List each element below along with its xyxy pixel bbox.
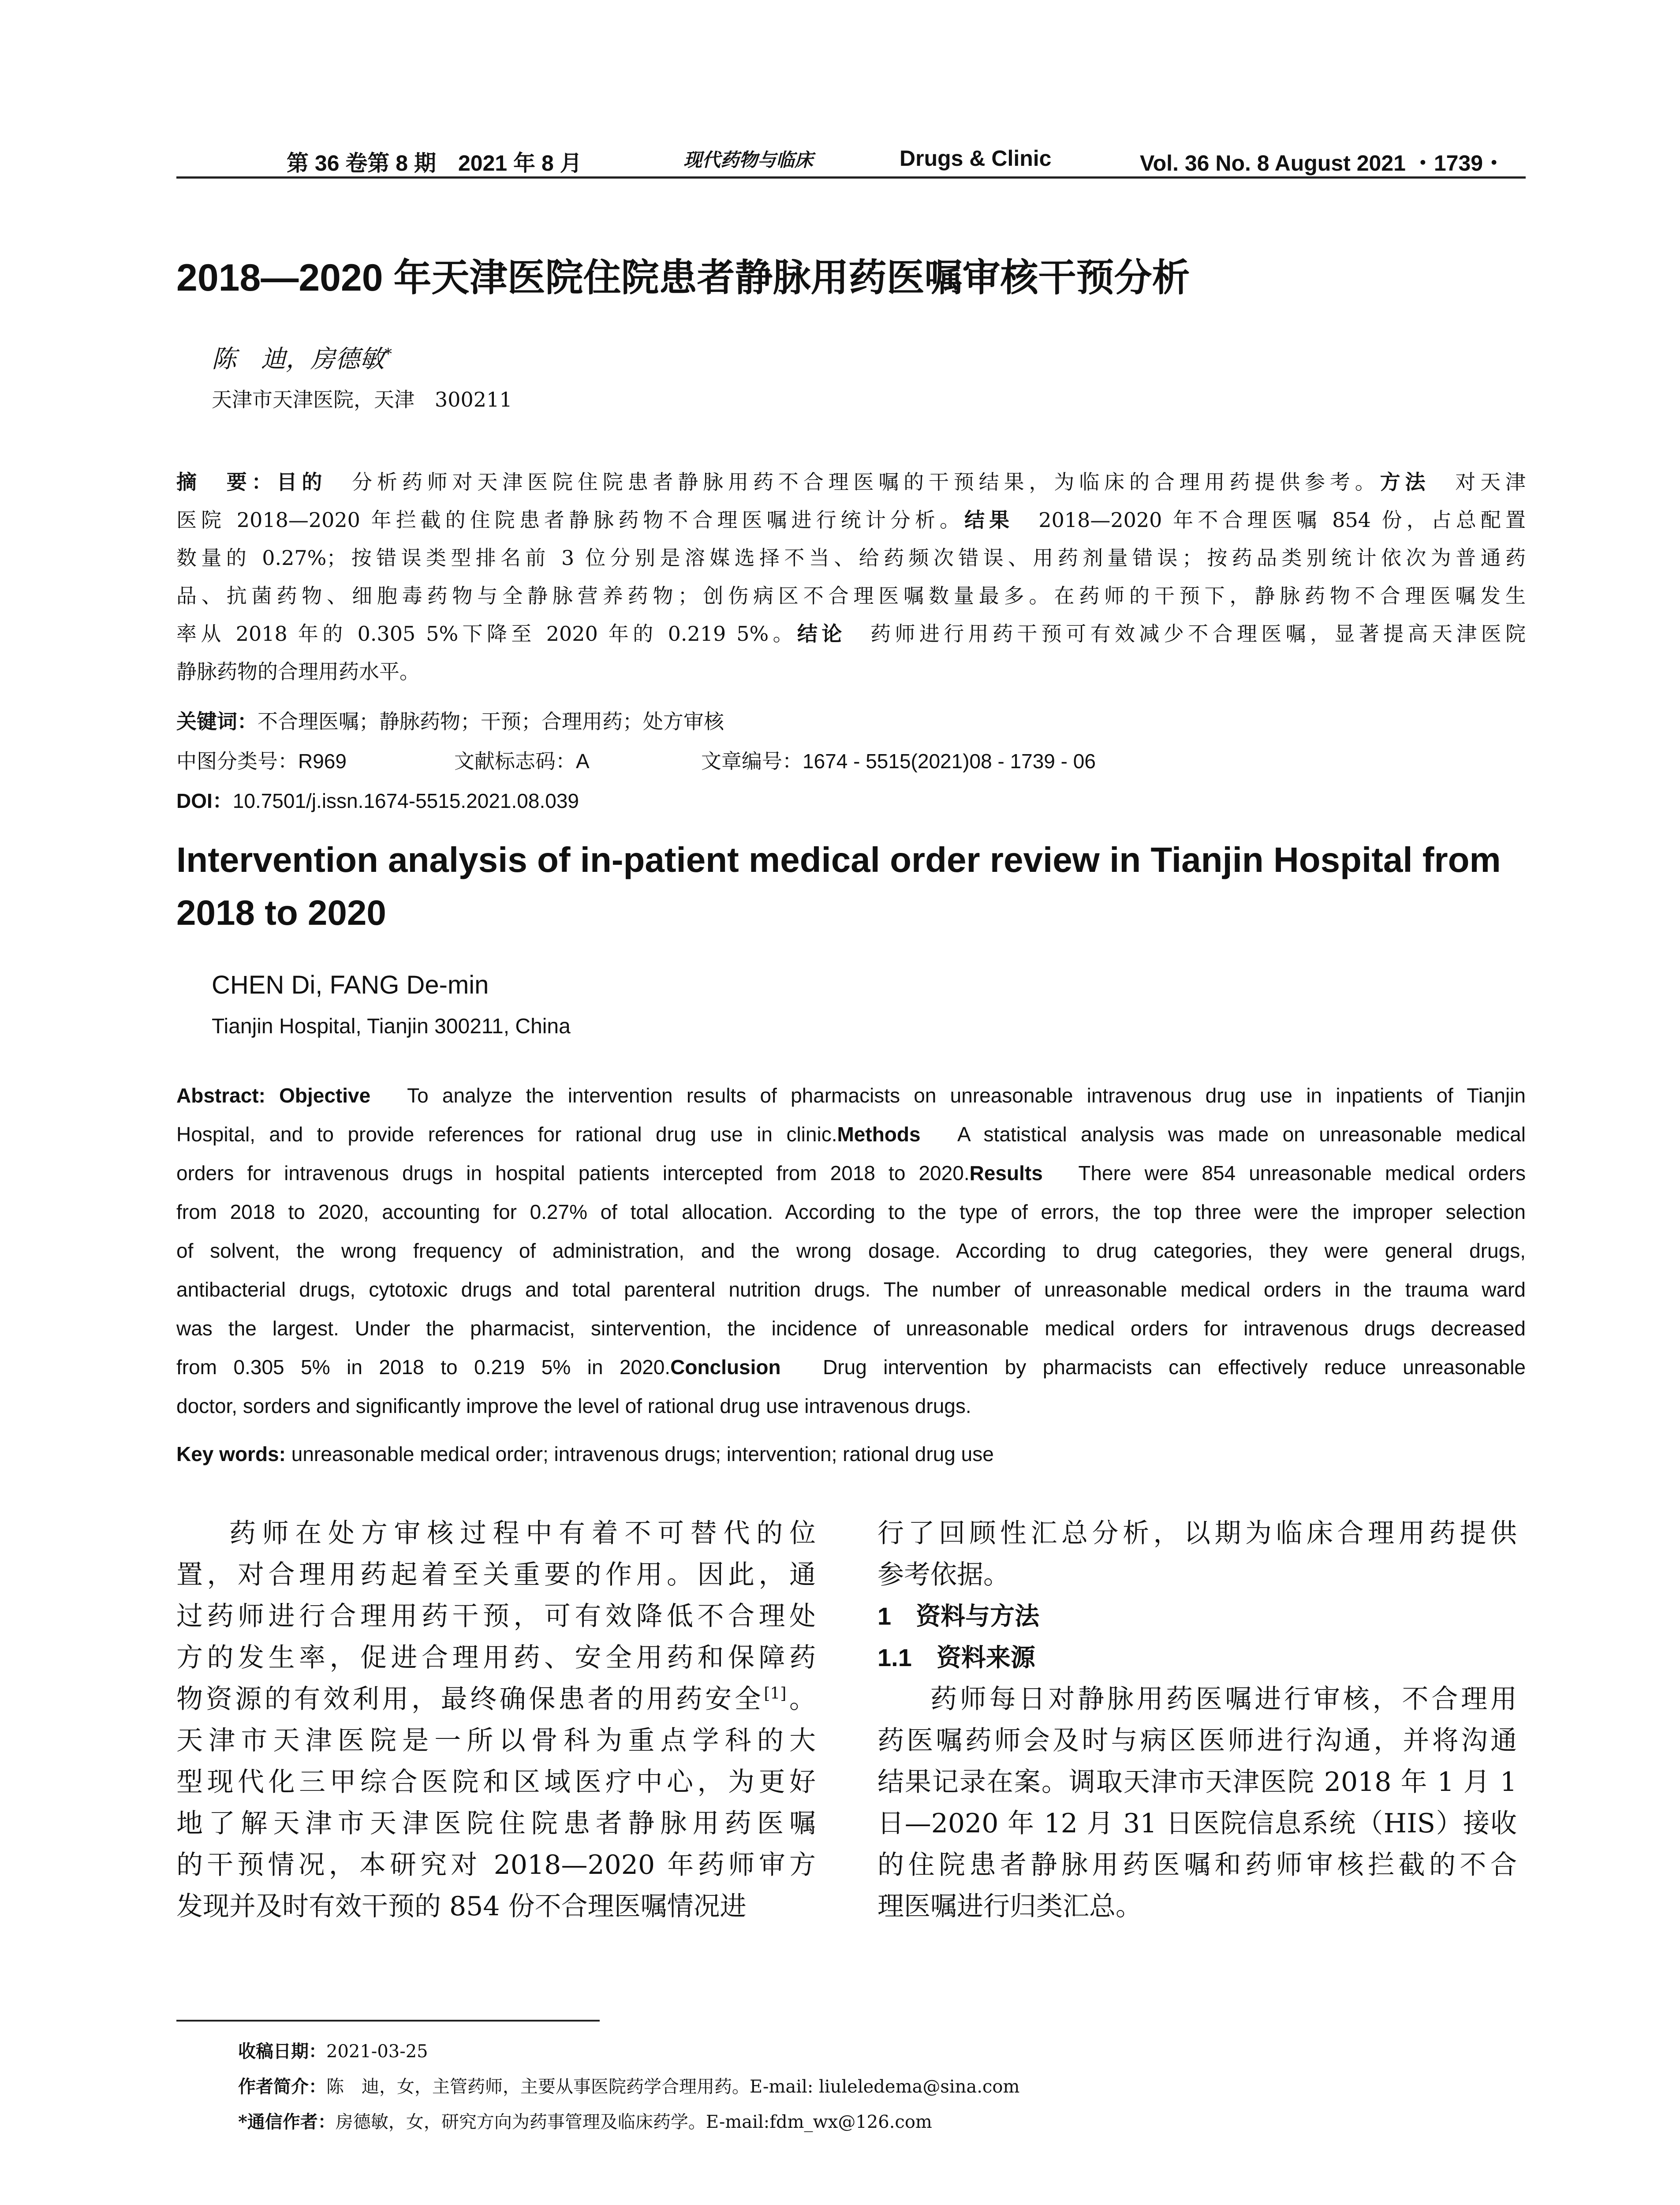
body-line	[176, 1678, 816, 1720]
footnote-received	[238, 2037, 428, 2063]
body-line: 结果记录在案。调取天津市天津医院 2018 年 1 月 1	[877, 1767, 1517, 1798]
body-line	[176, 1886, 816, 1927]
body-line: 行了回顾性汇总分析，以期为临床合理用药提供	[877, 1518, 1517, 1549]
title-en: Intervention analysis of in-patient medical order review in Tianjin Hospital from 2018 to 2020	[176, 840, 1501, 932]
body-line: 药医嘱药师会及时与病区医师进行沟通，并将沟通	[877, 1725, 1517, 1756]
abstract-text: orders for intravenous drugs in hospital patients intercepted from 2018 to 2020.	[176, 1162, 970, 1185]
header-volume-cn: 第 36 卷第 8 期 2021 年 8 月	[287, 151, 582, 176]
keywords-cn-text: 不合理医嘱；静脉药物；干预；合理用药；处方审核	[258, 710, 724, 733]
corresponding-info: 房德敏，女，研究方向为药事管理及临床药学。E-mail:fdm_wx@126.com	[335, 2112, 932, 2132]
affiliation-cn: 天津市天津医院，天津 300211	[212, 388, 512, 411]
running-header	[176, 141, 1526, 181]
body-line	[176, 1844, 816, 1886]
body-line	[176, 1596, 816, 1637]
abstract-line	[176, 653, 1526, 691]
title-cn: 2018—2020 年天津医院住院患者静脉用药医嘱审核干预分析	[176, 257, 1190, 299]
body-text: 方的发生率，促进合理用药、安全用药和保障药	[176, 1642, 816, 1673]
footnote-author	[238, 2073, 1019, 2098]
body-text: 置，对合理用药起着至关重要的作用。因此，通	[176, 1559, 816, 1590]
body-text: 。	[786, 1684, 816, 1715]
body-line	[176, 1554, 816, 1596]
clc-number: 中图分类号：R969	[176, 750, 347, 773]
abstract-label: 摘 要：目的	[176, 471, 327, 493]
abstract-line	[176, 615, 1526, 653]
classification-line	[176, 745, 1526, 781]
abstract-text: 药师进行用药干预可有效减少不合理医嘱，显著提高天津医院	[846, 622, 1526, 646]
abstract-line	[176, 1115, 1526, 1154]
abstract-text: 静脉药物的合理用药水平。	[176, 660, 420, 684]
abstract-text: 分析药师对天津医院住院患者静脉用药不合理医嘱的干预结果，为临床的合理用药提供参考。	[327, 470, 1380, 494]
corresponding-label: *通信作者：	[238, 2112, 336, 2132]
abstract-line	[176, 577, 1526, 615]
body-text: 过药师进行合理用药干预，可有效降低不合理处	[176, 1601, 816, 1632]
abstract-text: was the largest. Under the pharmacist, sintervention, the incidence of unreasonable medical orders for intravenous drugs decreased	[176, 1317, 1526, 1340]
header-journal-cn: 现代药物与临床	[683, 149, 814, 171]
abstract-line	[176, 463, 1526, 501]
abstract-text: 对天津	[1430, 470, 1526, 494]
abstract-text: A statistical analysis was made on unreasonable medical	[920, 1123, 1526, 1146]
subsection-heading: 1.1 资料来源	[877, 1644, 1035, 1671]
abstract-line	[176, 1231, 1526, 1270]
abstract-line	[176, 1076, 1526, 1115]
abstract-text: To analyze the intervention results of pharmacists on unreasonable intravenous drug use in inpatients of Tianjin	[370, 1084, 1526, 1107]
authors-en: CHEN Di, FANG De-min	[212, 971, 489, 999]
body-line	[176, 1513, 816, 1554]
abstract-line	[176, 1348, 1526, 1387]
body-text: 天津市天津医院是一所以骨科为重点学科的大	[176, 1725, 816, 1756]
abstract-section-label: Results	[969, 1162, 1043, 1185]
abstract-line	[176, 501, 1526, 539]
affiliation-en: Tianjin Hospital, Tianjin 300211, China	[212, 1015, 571, 1038]
keywords-cn-label: 关键词：	[176, 710, 258, 733]
body-line: 参考依据。	[877, 1559, 1010, 1590]
abstract-text: 医院 2018—2020 年拦截的住院患者静脉药物不合理医嘱进行统计分析。	[176, 508, 965, 532]
header-rule	[176, 176, 1526, 179]
received-label: 收稿日期：	[238, 2041, 326, 2062]
body-text: 地了解天津市天津医院住院患者静脉用药医嘱	[176, 1808, 816, 1839]
header-journal-en: Drugs & Clinic	[900, 146, 1052, 171]
abstract-line	[176, 1387, 1526, 1425]
keywords-cn	[176, 706, 724, 735]
abstract-line	[176, 1154, 1526, 1192]
abstract-section-label: 结论	[797, 622, 846, 645]
abstract-text: from 2018 to 2020, accounting for 0.27% of total allocation. According to the type of errors, the top three were the improper selection	[176, 1200, 1526, 1223]
keywords-en-label: Key words:	[176, 1443, 286, 1465]
keywords-en	[176, 1442, 994, 1466]
abstract-text: 品、抗菌药物、细胞毒药物与全静脉营养药物；创伤病区不合理医嘱数量最多。在药师的干预下，静脉药物不合理医嘱发生	[176, 584, 1526, 608]
body-line	[176, 1720, 816, 1761]
body-line: 的住院患者静脉用药医嘱和药师审核拦截的不合	[877, 1850, 1517, 1880]
abstract-text: There were 854 unreasonable medical orders	[1042, 1162, 1526, 1185]
abstract-text: from 0.305 5% in 2018 to 0.219 5% in 2020.	[176, 1356, 671, 1379]
abstract-text: doctor, sorders and significantly improve the level of rational drug use intravenous drugs.	[176, 1394, 971, 1417]
footnote-corresponding	[238, 2108, 932, 2133]
document-code: 文献标志码：A	[454, 750, 590, 773]
abstract-text: antibacterial drugs, cytotoxic drugs and total parenteral nutrition drugs. The number of unreasonable medical orders in the trauma ward	[176, 1278, 1526, 1301]
abstract-text: Hospital, and to provide references for rational drug use in clinic.	[176, 1123, 837, 1146]
body-text: 的干预情况，本研究对 2018—2020 年药师审方	[176, 1850, 816, 1880]
section-heading: 1 资料与方法	[877, 1602, 1040, 1630]
doi-label: DOI：	[176, 789, 233, 812]
abstract-cn	[176, 463, 1526, 691]
body-column-right	[877, 1513, 1517, 1927]
authors-cn	[212, 340, 392, 375]
body-line: 日—2020 年 12 月 31 日医院信息系统（HIS）接收	[877, 1808, 1517, 1839]
keywords-en-text: unreasonable medical order; intravenous drugs; intervention; rational drug use	[285, 1443, 994, 1465]
abstract-line	[176, 1309, 1526, 1348]
abstract-text: 2018—2020 年不合理医嘱 854 份，占总配置	[1014, 508, 1526, 532]
abstract-label: Abstract: Objective	[176, 1084, 371, 1107]
article-number: 文章编号：1674 - 5515(2021)08 - 1739 - 06	[701, 750, 1096, 773]
body-line: 理医嘱进行归类汇总。	[877, 1891, 1142, 1922]
abstract-text: 数量的 0.27%；按错误类型排名前 3 位分别是溶媒选择不当、给药频次错误、用药剂量错误；按药品类别统计依次为普通药	[176, 546, 1526, 570]
authors-cn-names: 陈 迪，房德敏	[212, 345, 385, 374]
abstract-section-label: Conclusion	[670, 1356, 781, 1379]
abstract-line	[176, 1192, 1526, 1231]
footnote-rule	[176, 2020, 600, 2022]
abstract-section-label: 方法	[1380, 471, 1430, 493]
doi-value: 10.7501/j.issn.1674-5515.2021.08.039	[232, 789, 579, 812]
body-column-left	[176, 1513, 816, 1927]
header-volume-en: Vol. 36 No. 8 August 2021 ・1739・	[1140, 151, 1505, 176]
body-text: 型现代化三甲综合医院和区域医疗中心，为更好	[176, 1767, 816, 1798]
abstract-line	[176, 1270, 1526, 1309]
body-line	[176, 1803, 816, 1844]
body-text: 药师在处方审核过程中有着不可替代的位	[229, 1518, 816, 1549]
received-date: 2021-03-25	[326, 2041, 428, 2062]
author-bio-label: 作者简介：	[238, 2076, 326, 2097]
body-text: 发现并及时有效干预的 854 份不合理医嘱情况进	[176, 1891, 747, 1922]
abstract-line	[176, 539, 1526, 577]
corresponding-mark: *	[385, 345, 392, 363]
abstract-text: Drug intervention by pharmacists can effectively reduce unreasonable	[780, 1356, 1526, 1379]
abstract-en	[176, 1076, 1526, 1425]
abstract-text: of solvent, the wrong frequency of administration, and the wrong dosage. According to drug categories, they were general drugs,	[176, 1239, 1526, 1262]
citation-ref: [1]	[764, 1685, 787, 1703]
doi-line	[176, 785, 579, 814]
abstract-section-label: Methods	[837, 1123, 921, 1146]
body-line: 药师每日对静脉用药医嘱进行审核，不合理用	[930, 1684, 1517, 1715]
author-bio: 陈 迪，女，主管药师，主要从事医院药学合理用药。E-mail: liuleledema@sina.com	[326, 2077, 1020, 2097]
body-text: 物资源的有效利用，最终确保患者的用药安全	[176, 1684, 764, 1715]
body-line	[176, 1761, 816, 1803]
abstract-section-label: 结果	[964, 508, 1014, 531]
abstract-text: 率从 2018 年的 0.305 5%下降至 2020 年的 0.219 5%。	[176, 622, 798, 646]
body-line	[176, 1637, 816, 1678]
